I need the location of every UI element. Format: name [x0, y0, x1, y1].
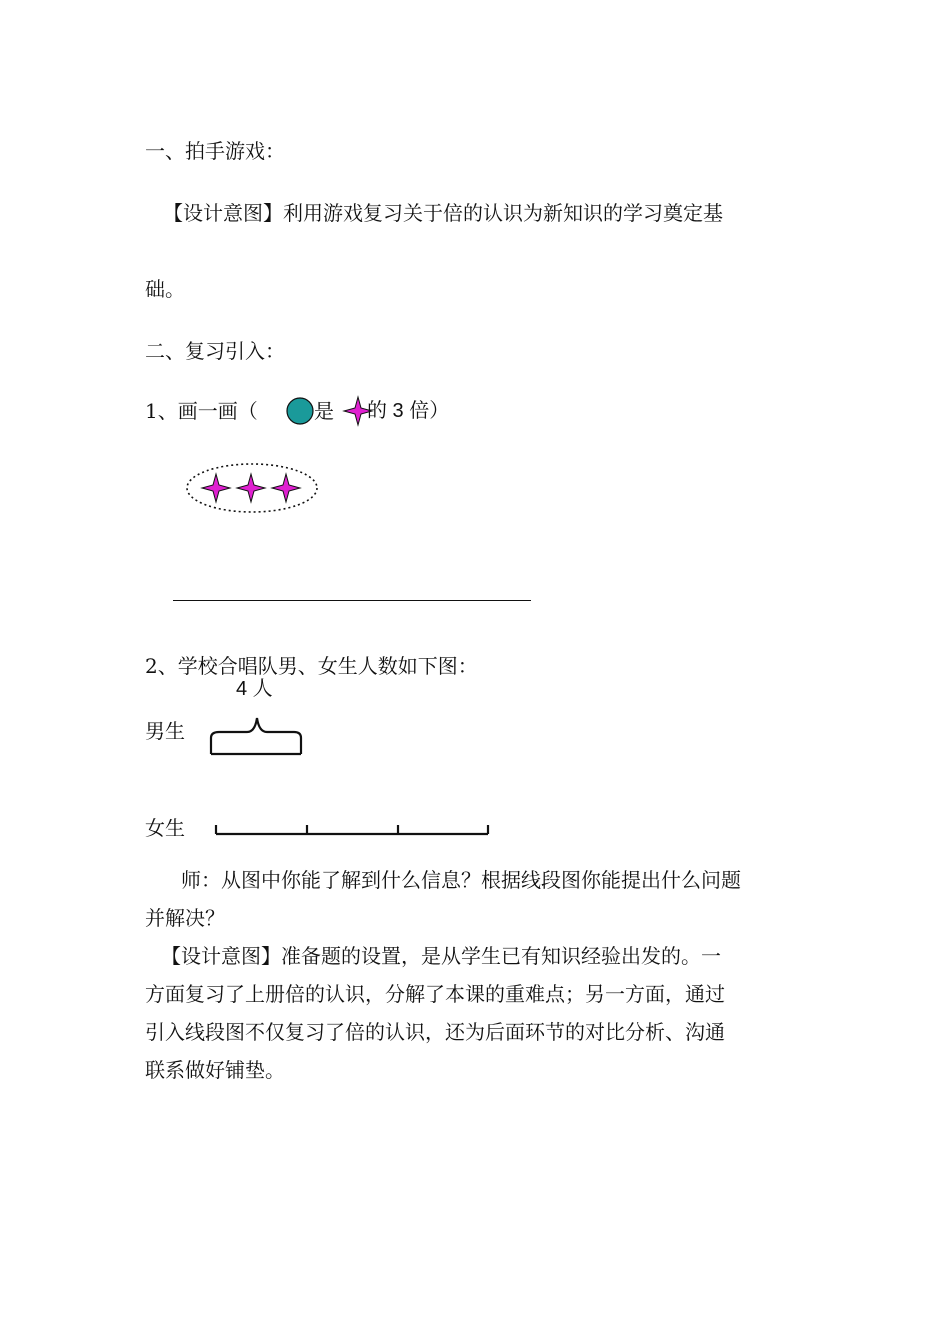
teacher-line-1: 师：从图中你能了解到什么信息？根据线段图你能提出什么问题	[181, 868, 741, 892]
star-icon	[237, 474, 265, 502]
q1-mid: 是	[314, 399, 334, 423]
design-intent-paragraph	[145, 937, 815, 1089]
intent-line-4: 联系做好铺垫。	[145, 1058, 285, 1082]
section-1-intent-line-1: 【设计意图】利用游戏复习关于倍的认识为新知识的学习奠定基	[163, 201, 723, 225]
q1-prefix: 1、画一画（	[145, 399, 258, 423]
boys-brace-diagram	[205, 710, 305, 760]
section-1-intent-line-2: 础。	[145, 277, 185, 301]
answer-line	[173, 600, 531, 601]
intent-line-3: 引入线段图不仅复习了倍的认识，还为后面环节的对比分析、沟通	[145, 1020, 725, 1044]
intent-line-2: 方面复习了上册倍的认识，分解了本课的重难点；另一方面，通过	[145, 982, 725, 1006]
star-icon	[272, 474, 300, 502]
teacher-line-2: 并解决？	[145, 906, 225, 930]
teacher-prompt	[145, 861, 815, 937]
star-icon	[202, 474, 230, 502]
section-1-heading: 一、拍手游戏：	[145, 139, 285, 163]
q1-suffix: 的 3 倍）	[367, 400, 450, 422]
girls-segment-diagram	[212, 822, 492, 842]
girls-label: 女生	[145, 816, 185, 840]
star-group-oval	[183, 460, 323, 518]
teal-circle-icon	[285, 396, 317, 426]
section-2-heading: 二、复习引入：	[145, 339, 285, 363]
intent-line-1: 【设计意图】准备题的设置，是从学生已有知识经验出发的。一	[161, 944, 721, 968]
boys-label: 男生	[145, 719, 185, 743]
brace-label: 4 人	[236, 678, 273, 700]
q2-title: 2、学校合唱队男、女生人数如下图：	[145, 654, 478, 678]
